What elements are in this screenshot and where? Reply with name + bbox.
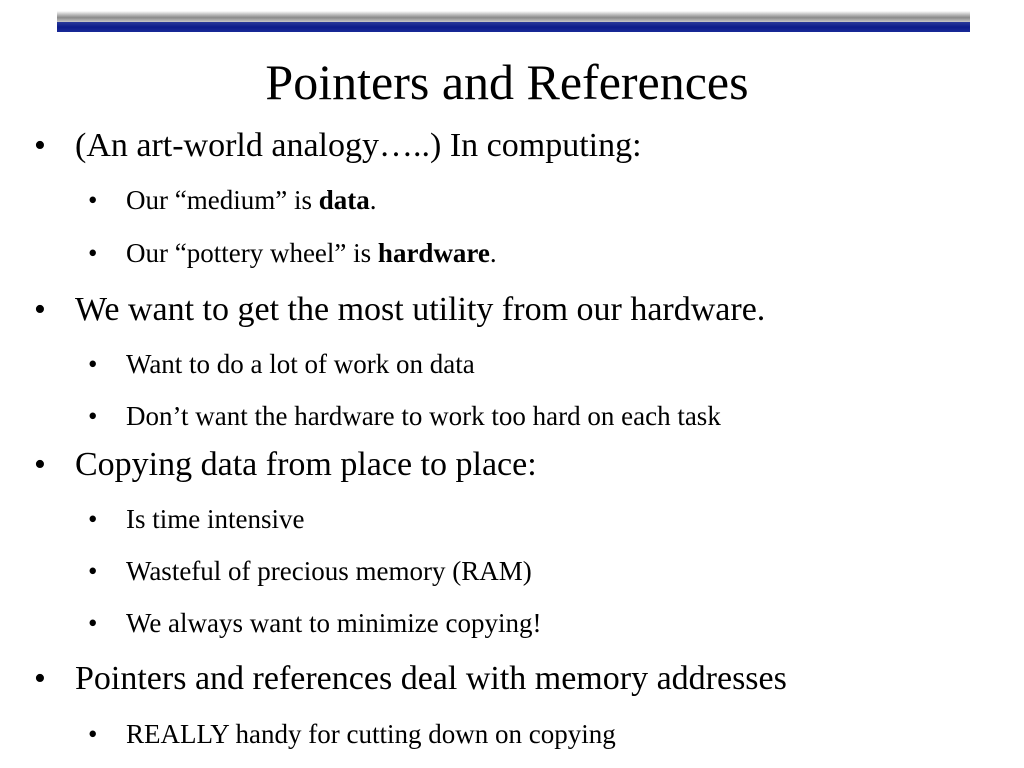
bullet-text: Copying data from place to place: [75,446,537,483]
bold-term: data [318,185,370,215]
header-blue-bar [57,22,970,32]
bullet-icon: • [88,185,98,215]
bullet-icon: • [88,719,98,749]
header-gray-bar [57,11,970,22]
sub-bullet-item [88,503,304,535]
bullet-icon: • [34,291,46,328]
sub-bullet-item [88,718,616,750]
bullet-item [34,126,642,166]
bullet-icon: • [88,349,98,379]
sub-bullet-item [88,555,532,587]
sub-bullet-item [88,184,376,216]
bullet-text-end: . [489,238,497,268]
bullet-text: Want to do a lot of work on data [126,349,475,379]
bullet-icon: • [88,238,98,268]
bullet-text: REALLY handy for cutting down on copying [126,719,616,749]
bullet-text-end: . [369,185,377,215]
bold-term: hardware [377,238,490,268]
bullet-text: Pointers and references deal with memory addresses [75,660,787,697]
bullet-text: We always want to minimize copying! [126,608,542,638]
bullet-icon: • [34,446,46,483]
bullet-item [34,445,537,485]
bullet-text: We want to get the most utility from our hardware. [75,291,766,328]
bullet-text: Our “medium” is [126,185,319,215]
bullet-icon: • [88,556,98,586]
bullet-text: Don’t want the hardware to work too hard on each task [126,401,721,431]
bullet-text: Is time intensive [126,504,305,534]
sub-bullet-item [88,400,721,432]
bullet-icon: • [88,504,98,534]
sub-bullet-item [88,348,475,380]
slide-title: Pointers and References [265,54,749,110]
bullet-item [34,290,765,330]
bullet-text: Wasteful of precious memory (RAM) [126,556,532,586]
bullet-icon: • [34,127,46,164]
bullet-text: Our “pottery wheel” is [126,238,378,268]
sub-bullet-item [88,607,541,639]
bullet-item [34,659,787,699]
bullet-icon: • [34,660,46,697]
bullet-text: (An art-world analogy…..) In computing: [75,127,642,164]
bullet-icon: • [88,608,98,638]
sub-bullet-item [88,237,497,269]
bullet-icon: • [88,401,98,431]
